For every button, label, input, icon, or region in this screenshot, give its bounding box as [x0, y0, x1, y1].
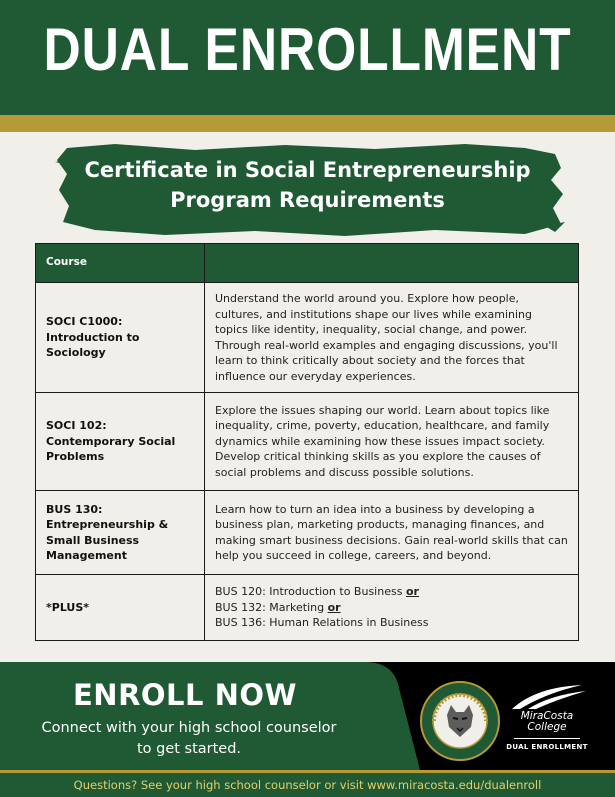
- school-seal-logo: [420, 681, 500, 761]
- header-banner: [0, 0, 615, 115]
- column-header-description: [205, 244, 579, 283]
- course-name: BUS 130: Entrepreneurship & Small Business Management: [36, 491, 205, 575]
- college-logo: [506, 683, 588, 761]
- plus-option-text: BUS 120: Introduction to Business: [215, 585, 406, 599]
- gold-divider: [0, 115, 615, 132]
- table-row: [36, 491, 579, 575]
- college-logo-swoosh: [506, 683, 588, 711]
- table-row: [36, 393, 579, 491]
- college-name-line1: MiraCosta: [520, 710, 574, 722]
- plus-option: [215, 600, 568, 616]
- banner-title-line2: Program Requirements: [170, 188, 445, 212]
- course-description: Learn how to turn an idea into a business by developing a business plan, marketing products, managing finances, and making smart business decisions. Gain real-world skills that can help you succeed in college, careers, and beyond.: [205, 491, 579, 575]
- college-dual-enrollment-label: DUAL ENROLLMENT: [506, 743, 588, 751]
- college-name: [506, 711, 588, 733]
- plus-option-text: BUS 132: Marketing: [215, 600, 328, 614]
- college-logo-divider: [514, 738, 580, 739]
- page-title: DUAL ENROLLMENT: [43, 16, 572, 83]
- course-description: Explore the issues shaping our world. Learn about topics like inequality, crime, poverty, education, healthcare, and family dynamics while examining how these issues impact society. Develop critical thinking skills as you explore the causes of social problems and discuss possible solutions.: [205, 393, 579, 491]
- table-row: [36, 283, 579, 393]
- plus-option-text: BUS 136: Human Relations in Business: [215, 616, 429, 630]
- plus-option-or: or: [405, 585, 419, 599]
- footer-contact-text: Questions? See your high school counselor or visit www.miracosta.edu/dualenroll: [73, 778, 542, 792]
- enroll-now-heading: ENROLL NOW: [72, 678, 298, 712]
- enroll-instructions-line2: to get started.: [136, 741, 242, 757]
- enroll-instructions: [24, 718, 354, 760]
- column-header-course: Course: [36, 244, 205, 283]
- banner-title: [60, 155, 555, 215]
- footer-bar: [0, 770, 615, 797]
- requirements-table: [35, 243, 579, 641]
- enroll-instructions-line1: Connect with your high school counselor: [41, 720, 337, 736]
- plus-option: [215, 584, 568, 600]
- plus-option: [215, 615, 568, 631]
- plus-option-or: or: [327, 600, 341, 614]
- plus-label: *PLUS*: [36, 575, 205, 641]
- banner-title-line1: Certificate in Social Entrepreneurship: [84, 158, 531, 182]
- plus-options: [205, 575, 579, 641]
- course-name: SOCI C1000: Introduction to Sociology: [36, 283, 205, 393]
- college-name-line2: College: [527, 721, 567, 733]
- table-header-row: [36, 244, 579, 283]
- course-description: Understand the world around you. Explore how people, cultures, and institutions shape our lives while examining topics like identity, inequality, social change, and power. Through real-world examples and engaging discussions, you'll learn to think critically about society and the forces that influence our everyday experiences.: [205, 283, 579, 393]
- course-name: SOCI 102: Contemporary Social Problems: [36, 393, 205, 491]
- table-row-plus: [36, 575, 579, 641]
